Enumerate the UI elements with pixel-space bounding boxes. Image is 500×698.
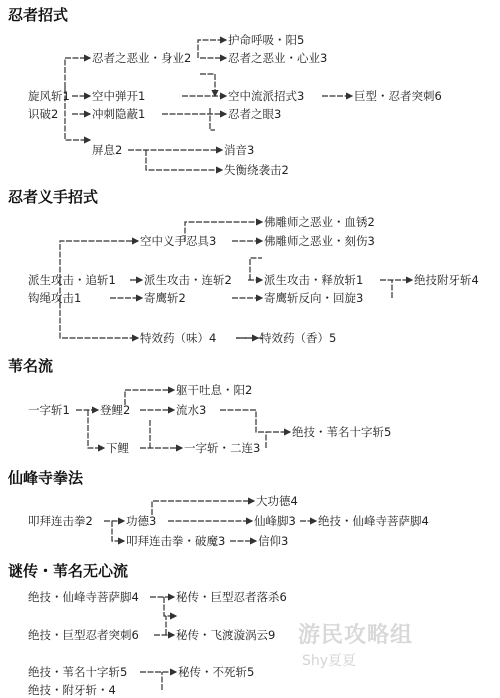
node-koubai: 叩拜连击拳2: [28, 514, 93, 528]
section-title-senpou: 仙峰寺拳法: [8, 469, 84, 487]
node-denghuan: 登鲤2: [100, 403, 131, 417]
node-tuxi: 躯干吐息・阳2: [176, 383, 253, 397]
edge-ninja-1: [65, 58, 90, 88]
node-mushin-b-dst: 秘传・飞渡漩涡云9: [176, 628, 276, 642]
section-title-prosthetic: 忍者义手招式: [8, 188, 99, 206]
node-yan: 忍者之眼3: [228, 107, 282, 121]
node-gongde: 功德3: [126, 514, 157, 528]
node-keshang: 佛雕师之恶业・刻伤3: [264, 234, 375, 248]
edge-ninja-12: [146, 150, 222, 170]
node-liupai: 空中流派招式3: [228, 89, 305, 103]
edge-ninja-13: [210, 108, 215, 130]
node-jiying: 寄鹰斩2: [144, 291, 186, 305]
node-shipo: 识破2: [28, 107, 59, 121]
node-shifang: 派生攻击・释放斩1: [264, 273, 364, 287]
node-mushin-c-src: 绝技・苇名十字斩5: [28, 665, 128, 679]
node-xinyang: 信仰3: [258, 534, 289, 548]
node-liushui: 流水3: [176, 403, 207, 417]
edge-mu-2: [164, 597, 176, 616]
node-erlian: 一字斩・二连3: [184, 441, 261, 455]
node-xiahuan: 下鲤: [106, 441, 129, 455]
node-shiheng: 失衡绕袭击2: [224, 163, 289, 177]
node-xiang: 特效药（香）5: [260, 331, 337, 345]
edge-ninja-9: [200, 74, 215, 96]
watermark-main: 游民攻略组: [298, 623, 414, 648]
node-mushin-c-dst: 秘传・不死斩5: [178, 665, 255, 679]
node-chongci: 冲刺隐蔽1: [92, 107, 146, 121]
node-pusajiao: 绝技・仙峰寺菩萨脚4: [318, 514, 429, 528]
node-shenye: 忍者之恶业・身业2: [92, 51, 192, 65]
node-yizizhan: 一字斩1: [28, 403, 70, 417]
edge-pros-8: [250, 258, 262, 280]
node-mushin-a-dst: 秘传・巨型忍者落杀6: [176, 590, 287, 604]
node-huixuan: 寄鹰斩反向・回旋3: [264, 291, 364, 305]
node-mushin-d-src: 绝技・附牙斩・4: [28, 683, 116, 697]
node-kzyishou: 空中义手忍具3: [140, 234, 217, 248]
node-mushin-a-src: 绝技・仙峰寺菩萨脚4: [28, 590, 139, 604]
node-xinye: 忍者之恶业・心业3: [228, 51, 328, 65]
section-title-ashina: 苇名流: [8, 357, 54, 375]
node-shizizhan: 绝技・苇名十字斩5: [292, 425, 392, 439]
section-title-ninja: 忍者招式: [8, 6, 69, 24]
node-huming: 护命呼吸・阳5: [228, 33, 305, 47]
section-title-mushin: 谜传・苇名无心流: [8, 562, 129, 580]
node-dagongde: 大功德4: [256, 494, 298, 508]
node-pingxi: 屏息2: [92, 143, 123, 157]
edge-ash-7: [220, 410, 290, 432]
node-juji: 绝技附牙斩4: [414, 273, 479, 287]
node-gousheng: 钩绳攻击1: [28, 291, 82, 305]
node-xiaoyin: 消音3: [224, 143, 255, 157]
node-xianfengjiao: 仙峰脚3: [254, 514, 296, 528]
edge-ash-3: [125, 390, 174, 405]
edge-sen-2: [112, 521, 124, 541]
edge-sen-3: [152, 501, 254, 515]
node-mushin-b-src: 绝技・巨型忍者突刺6: [28, 628, 139, 642]
node-lianzhan: 派生攻击・连斩2: [144, 273, 232, 287]
node-zhuizhan: 派生攻击・追斩1: [28, 273, 116, 287]
edge-pros-2: [60, 280, 138, 338]
node-wei: 特效药（味）4: [140, 331, 217, 345]
node-xuexiu: 佛雕师之恶业・血锈2: [264, 215, 375, 229]
watermark-sub: Shy夏夏: [302, 653, 357, 669]
node-kongzhong: 空中弹开1: [92, 89, 146, 103]
node-pomo: 叩拜连击拳・破魔3: [126, 534, 226, 548]
node-juxing: 巨型・忍者突刺6: [354, 89, 442, 103]
node-xuanfeng: 旋风斩1: [28, 89, 70, 103]
edge-ninja-6: [198, 40, 226, 58]
